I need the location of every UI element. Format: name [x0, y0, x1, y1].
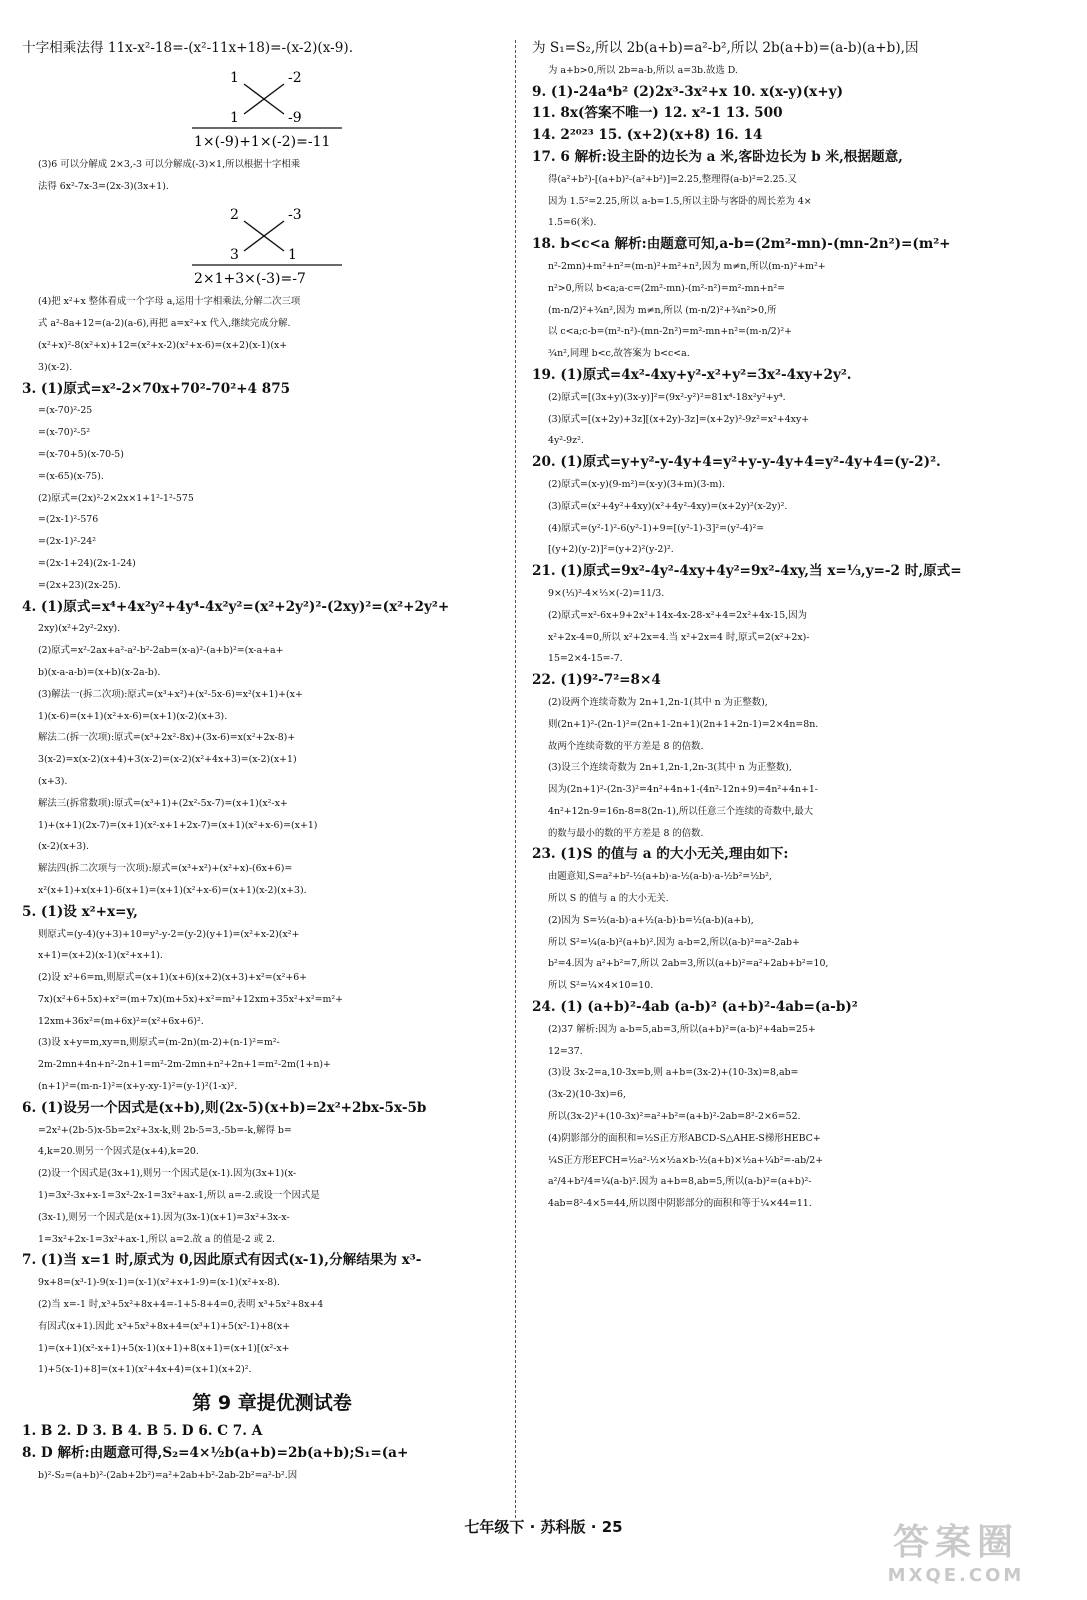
text-line: 4,k=20.则另一个因式是(x+4),k=20. [38, 1146, 199, 1158]
text-line: 15=2×4-15=-7. [548, 653, 623, 665]
text-line: 十字相乘法得 11x-x²-18=-(x²-11x+18)=-(x-2)(x-9). [22, 40, 354, 56]
text-line: 1)+5(x-1)+8]=(x+1)(x²+4x+4)=(x+1)(x+2)². [38, 1364, 252, 1376]
left-column [22, 38, 522, 1486]
text-line: (2)设 x²+6=m,则原式=(x+1)(x+6)(x+2)(x+3)+x²=(x²+6+ [38, 972, 308, 984]
cross1-c: 1 [230, 109, 239, 126]
text-line: (4)原式=(y²-1)²-6(y²-1)+9=[(y²-1)-3]²=(y²-4)²= [548, 522, 765, 534]
text-line: 3)(x-2). [38, 361, 73, 373]
text-line: (3)6 可以分解成 2×3,-3 可以分解成(-3)×1,所以根据十字相乘 [38, 158, 301, 170]
text-line: 1=3x²+2x-1=3x²+ax-1,所以 a=2.故 a 的值是-2 或 2. [38, 1233, 276, 1245]
text-line: 22. (1)9²-7²=8×4 [532, 672, 661, 689]
text-line: 则原式=(y-4)(y+3)+10=y²-y-2=(y-2)(y+1)=(x²+x-2)(x²+ [38, 928, 300, 940]
text-line: (2)原式=[(3x+y)(3x-y)]²=(9x²-y²)²=81x⁴-18x²y²+y⁴. [548, 391, 786, 403]
text-line: 23. (1)S 的值与 a 的大小无关,理由如下: [532, 846, 789, 863]
text-line: 2m-2mn+4n+n²-2n+1=m²-2m-2mn+n²+2n+1=m²-2m(1+n)+ [38, 1059, 331, 1071]
text-line: (3x-1),则另一个因式是(x+1).因为(3x-1)(x+1)=3x²+3x-x- [38, 1211, 290, 1223]
text-line: (4)阴影部分的面积和=½S正方形ABCD-S△AHE-S梯形HEBC+ [548, 1132, 821, 1144]
text-line: x+1)=(x+2)(x-1)(x²+x+1). [38, 950, 163, 962]
text-line: 所以 S²=¼(a-b)²(a+b)².因为 a-b=2,所以(a-b)²=a²-2ab+ [548, 936, 800, 948]
text-line: 4. (1)原式=x⁴+4x²y²+4y⁴-4x²y²=(x²+2y²)²-(2xy)²=(x²+2y²+ [22, 598, 450, 615]
text-line: (2)原式=x²-2ax+a²-a²-b²-2ab=(x-a)²-(a+b)²=(x-a+a+ [38, 645, 284, 657]
cross2-c: 3 [230, 247, 239, 264]
text-line: 1)=3x²-3x+x-1=3x²-2x-1=3x²+ax-1,所以 a=-2.或设一个因式是 [38, 1190, 320, 1202]
text-line: 21. (1)原式=9x²-4y²-4xy+4y²=9x²-4xy,当 x=⅓,y=-2 时,原式= [532, 563, 962, 580]
text-line: (2)因为 S=½(a-b)·a+½(a-b)·b=½(a-b)(a+b), [548, 914, 754, 926]
text-line: 则(2n+1)²-(2n-1)²=(2n+1-2n+1)(2n+1+2n-1)=2×4n=8n. [548, 718, 819, 730]
text-line: 19. (1)原式=4x²-4xy+y²-x²+y²=3x²-4xy+2y². [532, 366, 852, 383]
text-line: (2)设一个因式是(3x+1),则另一个因式是(x-1).因为(3x+1)(x- [38, 1168, 297, 1180]
text-line: 以 c<a;c-b=(m²-n²)-(mn-2n²)=m²-mn+n²=(m-n/2)²+ [548, 326, 793, 338]
text-line: (2)当 x=-1 时,x³+5x²+8x+4=-1+5-8+4=0,表明 x³+5x²+8x+4 [38, 1299, 324, 1311]
text-line: (3x-2)(10-3x)=6, [548, 1089, 626, 1101]
text-line: 3(x-2)=x(x-2)(x+4)+3(x-2)=(x-2)(x²+4x+3)=(x-2)(x+1) [38, 754, 297, 766]
text-line: (2)原式=(x-y)(9-m²)=(x-y)(3+m)(3-m). [548, 478, 725, 490]
text-line: 解法三(拆常数项):原式=(x³+1)+(2x²-5x-7)=(x+1)(x²-x+ [38, 797, 288, 809]
text-line: 20. (1)原式=y+y²-y-4y+4=y²+y-y-4y+4=y²-4y+4=(y-2)². [532, 454, 941, 471]
text-line: 解法二(拆一次项):原式=(x³+2x²-8x)+(3x-6)=x(x²+2x-8)+ [38, 732, 296, 744]
text-line: 1)=(x+1)(x²-x+1)+5(x-1)(x+1)+8(x+1)=(x+1)[(x²-x+ [38, 1342, 290, 1354]
text-line: =2x²+(2b-5)x-5b=2x²+3x-k,则 2b-5=3,-5b=-k,解得 b= [38, 1124, 292, 1136]
text-line: 因为(2n+1)²-(2n-3)²=4n²+4n+1-(4n²-12n+9)=4n²+4n+1- [548, 784, 818, 796]
text-line: (x²+x)²-8(x²+x)+12=(x²+x-2)(x²+x-6)=(x+2)(x-1)(x+ [38, 339, 288, 351]
cross2-sum: 2×1+3×(-3)=-7 [194, 271, 306, 288]
right-column [532, 38, 1030, 1215]
text-line: 解法四(拆二次项与一次项):原式=(x³+x²)+(x²+x)-(6x+6)= [38, 863, 293, 875]
text-line: ¾n²,同理 b<c,故答案为 b<c<a. [548, 348, 690, 360]
text-line: 得(a²+b²)-[(a+b)²-(a²+b²)]=2.25,整理得(a-b)²=2.25.又 [548, 173, 797, 185]
text-line: 1.5=6(米). [548, 217, 597, 229]
cross1-sum: 1×(-9)+1×(-2)=-11 [194, 133, 331, 150]
text-line: 8. D 解析:由题意可得,S₂=4×½b(a+b)=2b(a+b);S₁=(a+ [22, 1444, 409, 1461]
text-line: 14. 2²⁰²³ 15. (x+2)(x+8) 16. 14 [532, 127, 763, 144]
text-line: ¼S正方形EFCH=½a²-½×½a×b-½(a+b)×½a+¼b²=-ab/2+ [548, 1154, 824, 1166]
text-line: 7. (1)当 x=1 时,原式为 0,因此原式有因式(x-1),分解结果为 x³- [22, 1252, 422, 1269]
text-line: 为 a+b>0,所以 2b=a-b,所以 a=3b.故选 D. [548, 64, 738, 76]
text-line: x²+2x-4=0,所以 x²+2x=4.当 x²+2x=4 时,原式=2(x²+2x)- [548, 631, 810, 643]
text-line: 4y²-9z². [548, 435, 584, 447]
text-line: 12xm+36x²=(m+6x)²=(x²+6x+6)². [38, 1015, 204, 1027]
text-line: 1)(x-6)=(x+1)(x²+x-6)=(x+1)(x-2)(x+3). [38, 710, 228, 722]
text-line: 所以 S 的值与 a 的大小无关. [548, 893, 669, 905]
text-line: 故两个连续奇数的平方差是 8 的倍数. [548, 740, 704, 752]
text-line: (n+1)²=(m-n-1)²=(x+y-xy-1)²=(y-1)²(1-x)². [38, 1081, 238, 1093]
text-line: (2)37 解析:因为 a-b=5,ab=3,所以(a+b)²=(a-b)²+4ab=25+ [548, 1023, 816, 1035]
cross1-a: 1 [230, 69, 239, 86]
text-line: 12=37. [548, 1045, 583, 1057]
text-line: (3)设 3x-2=a,10-3x=b,则 a+b=(3x-2)+(10-3x)=8,ab= [548, 1067, 799, 1079]
page-footer: 七年级下 · 苏科版 · 25 [464, 1518, 623, 1536]
text-line: 2xy)(x²+2y²-2xy). [38, 623, 121, 635]
text-line: x²(x+1)+x(x+1)-6(x+1)=(x+1)(x²+x-6)=(x+1)(x-2)(x+3). [38, 884, 307, 896]
text-line: 式 a²-8a+12=(a-2)(a-6),再把 a=x²+x 代入,继续完成分解. [38, 318, 291, 330]
text-line: =(x-70)²-5² [38, 427, 91, 439]
text-line: (x+3). [38, 775, 68, 787]
column-divider [515, 40, 516, 1518]
text-line: n²>0,所以 b<a;a-c=(2m²-mn)-(m²-n²)=m²-mn+n²= [548, 282, 786, 294]
text-line: 法得 6x²-7x-3=(2x-3)(3x+1). [38, 180, 169, 192]
text-line: (3)原式=[(x+2y)+3z][(x+2y)-3z]=(x+2y)²-9z²=x²+4xy+ [548, 413, 810, 425]
text-line: =(2x-1)²-24² [38, 536, 97, 548]
text-line: (2)原式=(2x)²-2×2x×1+1²-1²-575 [38, 492, 194, 504]
text-line: b²=4.因为 a²+b²=7,所以 2ab=3,所以(a+b)²=a²+2ab+b²=10, [548, 958, 829, 970]
text-line: (2)设两个连续奇数为 2n+1,2n-1(其中 n 为正整数), [548, 696, 768, 708]
text-line: =(2x+23)(2x-25). [38, 579, 121, 591]
text-line: 4n²+12n-9=16n-8=8(2n-1),所以任意三个连续的奇数中,最大 [548, 805, 814, 817]
text-line: (2)原式=x²-6x+9+2x²+14x-4x-28-x²+4=2x²+4x-15,因为 [548, 609, 807, 621]
text-line: 17. 6 解析:设主卧的边长为 a 米,客卧边长为 b 米,根据题意, [532, 148, 903, 165]
text-line: 1. B 2. D 3. B 4. B 5. D 6. C 7. A [22, 1423, 263, 1440]
text-line: =(x-70+5)(x-70-5) [38, 448, 124, 460]
text-line: 有因式(x+1).因此 x³+5x²+8x+4=(x³+1)+5(x²-1)+8(x+ [38, 1320, 291, 1332]
text-line: =(x-70)²-25 [38, 405, 93, 417]
text-line: 9x+8=(x³-1)-9(x-1)=(x-1)(x²+x+1-9)=(x-1)(x²+x-8). [38, 1277, 280, 1289]
text-line: =(2x-1+24)(2x-1-24) [38, 557, 136, 569]
cross2-d: 1 [288, 247, 297, 264]
text-line: (x-2)(x+3). [38, 841, 89, 853]
text-line: (m-n/2)²+¾n²,因为 m≠n,所以 (m-n/2)²+¾n²>0,所 [548, 304, 777, 316]
text-line: 4ab=8²-4×5=44,所以图中阴影部分的面积和等于¼×44=11. [548, 1198, 812, 1210]
text-line: 6. (1)设另一个因式是(x+b),则(2x-5)(x+b)=2x²+2bx-5x-5b [22, 1099, 427, 1116]
text-line: n²-2mn)+m²+n²=(m-n)²+m²+n²,因为 m≠n,所以(m-n)²+m²+ [548, 260, 826, 272]
watermark-line2: MXQE.COM [887, 1565, 1025, 1586]
text-line: 1)+(x+1)(2x-7)=(x+1)(x²-x+1+2x-7)=(x+1)(x²+x-6)=(x+1) [38, 819, 318, 831]
cross1-d: -9 [288, 109, 302, 126]
watermark-line1: 答案圈 [892, 1522, 1019, 1563]
text-line: 7x)(x²+6+5x)+x²=(m+7x)(m+5x)+x²=m²+12xm+35x²+x²=m²+ [38, 993, 344, 1005]
text-line: 5. (1)设 x²+x=y, [22, 903, 138, 920]
cross1-b: -2 [288, 69, 302, 86]
cross2-b: -3 [288, 207, 302, 224]
text-line: 9×(⅓)²-4×⅓×(-2)=11/3. [548, 587, 665, 599]
cross-multiplication-diagram-1 [192, 64, 362, 150]
text-line: 所以(3x-2)²+(10-3x)²=a²+b²=(a+b)²-2ab=8²-2×6=52. [548, 1111, 801, 1123]
text-line: (3)解法一(拆二次项):原式=(x³+x²)+(x²-5x-6)=x²(x+1)+(x+ [38, 688, 303, 700]
text-line: 所以 S²=¼×4×10=10. [548, 980, 654, 992]
text-line: =(x-65)(x-75). [38, 470, 104, 482]
section-title: 第 9 章提优测试卷 [192, 1392, 352, 1415]
text-line: 9. (1)-24a⁴b² (2)2x³-3x²+x 10. x(x-y)(x+y) [532, 83, 843, 100]
text-line: (3)设三个连续奇数为 2n+1,2n-1,2n-3(其中 n 为正整数), [548, 762, 792, 774]
text-line: 因为 1.5²=2.25,所以 a-b=1.5,所以主卧与客卧的周长差为 4× [548, 195, 812, 207]
text-line: 18. b<c<a 解析:由题意可知,a-b=(2m²-mn)-(mn-2n²)=(m²+ [532, 236, 951, 253]
text-line: 3. (1)原式=x²-2×70x+70²-70²+4 875 [22, 380, 291, 397]
text-line: 的数与最小的数的平方差是 8 的倍数. [548, 827, 704, 839]
text-line: (3)原式=(x²+4y²+4xy)(x²+4y²-4xy)=(x+2y)²(x-2y)². [548, 500, 788, 512]
text-line: =(2x-1)²-576 [38, 514, 99, 526]
text-line: 为 S₁=S₂,所以 2b(a+b)=a²-b²,所以 2b(a+b)=(a-b)(a+b),因 [532, 40, 919, 56]
cross2-a: 2 [230, 207, 239, 224]
text-line: 24. (1) (a+b)²-4ab (a-b)² (a+b)²-4ab=(a-b)² [532, 999, 858, 1016]
text-line: b)²-S₂=(a+b)²-(2ab+2b²)=a²+2ab+b²-2ab-2b²=a²-b².因 [38, 1469, 298, 1481]
text-line: b)(x-a-a-b)=(x+b)(x-2a-b). [38, 666, 161, 678]
text-line: 11. 8x(答案不唯一) 12. x²-1 13. 500 [532, 105, 783, 122]
text-line: [(y+2)(y-2)]²=(y+2)²(y-2)². [548, 544, 674, 556]
cross-multiplication-diagram-2 [192, 201, 362, 287]
text-line: 由题意知,S=a²+b²-½(a+b)·a-½(a-b)·a-½b²=½b², [548, 871, 772, 883]
text-line: (4)把 x²+x 整体看成一个字母 a,运用十字相乘法,分解二次三项 [38, 296, 301, 308]
text-line: (3)设 x+y=m,xy=n,则原式=(m-2n)(m-2)+(n-1)²=m²- [38, 1037, 280, 1049]
text-line: a²/4+b²/4=¼(a-b)².因为 a+b=8,ab=5,所以(a-b)²=(a+b)²- [548, 1176, 812, 1188]
watermark-logo [851, 1514, 1061, 1594]
